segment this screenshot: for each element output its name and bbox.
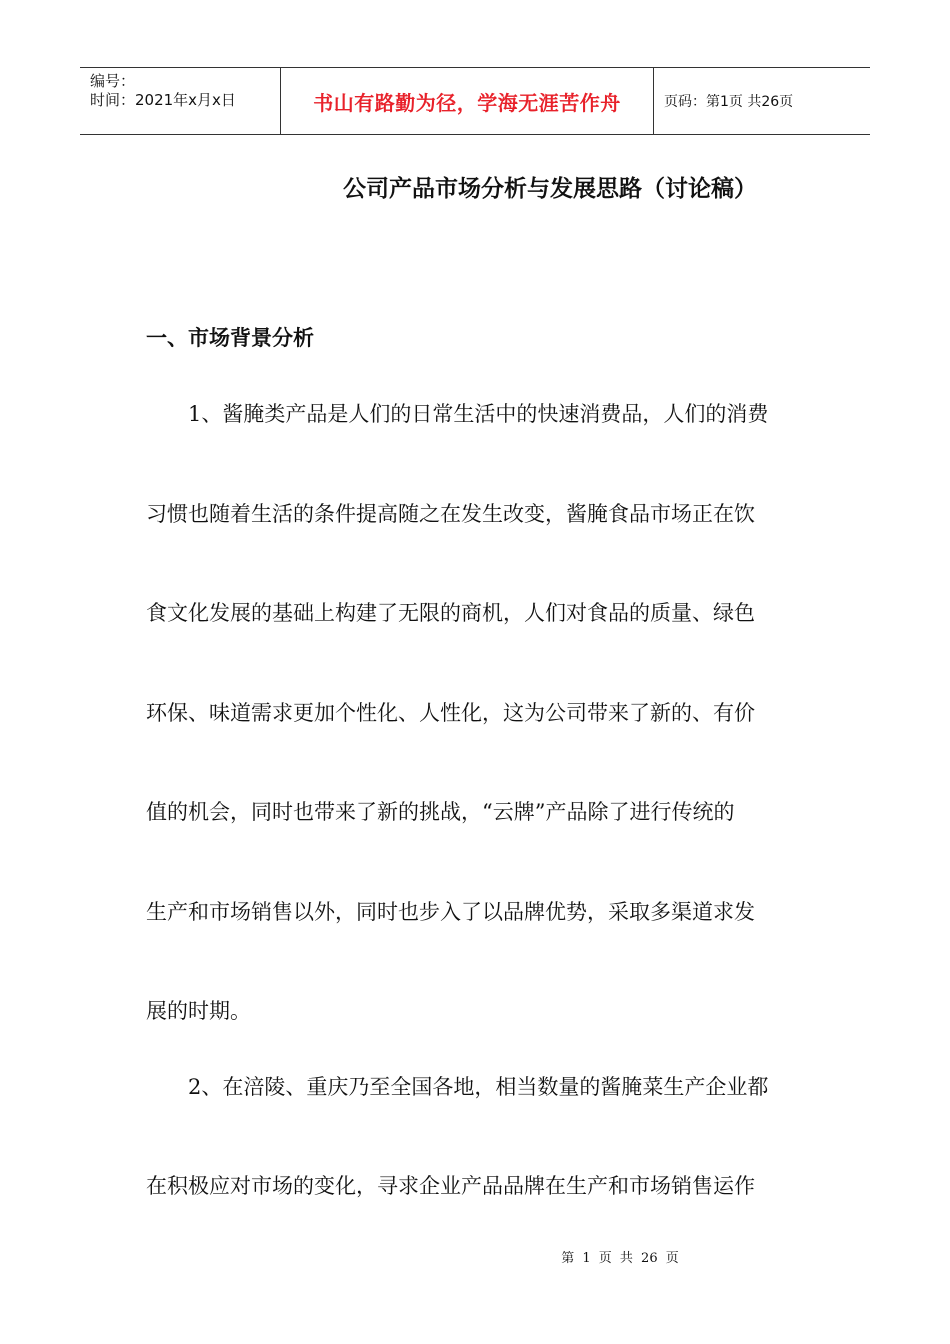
header-motto-cell: [281, 68, 654, 134]
header-page-cell: [654, 68, 870, 134]
body-line: 生产和市场销售以外，同时也步入了以品牌优势，采取多渠道求发: [146, 900, 755, 924]
page-header: [80, 67, 870, 135]
date-label: 时间：2021年x月x日: [90, 91, 236, 109]
page-footer: 第 1 页 共 26 页: [561, 1251, 679, 1266]
body-line: 1、酱腌类产品是人们的日常生活中的快速消费品，人们的消费: [146, 402, 769, 426]
body-line: 习惯也随着生活的条件提高随之在发生改变，酱腌食品市场正在饮: [146, 502, 755, 526]
body-line: 2、在涪陵、重庆乃至全国各地，相当数量的酱腌菜生产企业都: [146, 1075, 769, 1099]
header-meta-cell: [80, 68, 281, 134]
page-info: 页码：第1页 共26页: [664, 94, 794, 110]
body-line: 值的机会，同时也带来了新的挑战，“云牌”产品除了进行传统的: [146, 800, 735, 824]
body-line: 展的时期。: [146, 999, 251, 1023]
section-heading: 一、市场背景分析: [146, 326, 314, 350]
body-line: 环保、味道需求更加个性化、人性化，这为公司带来了新的、有价: [146, 701, 755, 725]
number-label: 编号：: [90, 72, 136, 90]
document-title: 公司产品市场分析与发展思路（讨论稿）: [343, 176, 757, 202]
motto-text: 书山有路勤为径，学海无涯苦作舟: [313, 90, 621, 115]
body-line: 在积极应对市场的变化，寻求企业产品品牌在生产和市场销售运作: [146, 1174, 755, 1198]
body-line: 食文化发展的基础上构建了无限的商机，人们对食品的质量、绿色: [146, 601, 755, 625]
